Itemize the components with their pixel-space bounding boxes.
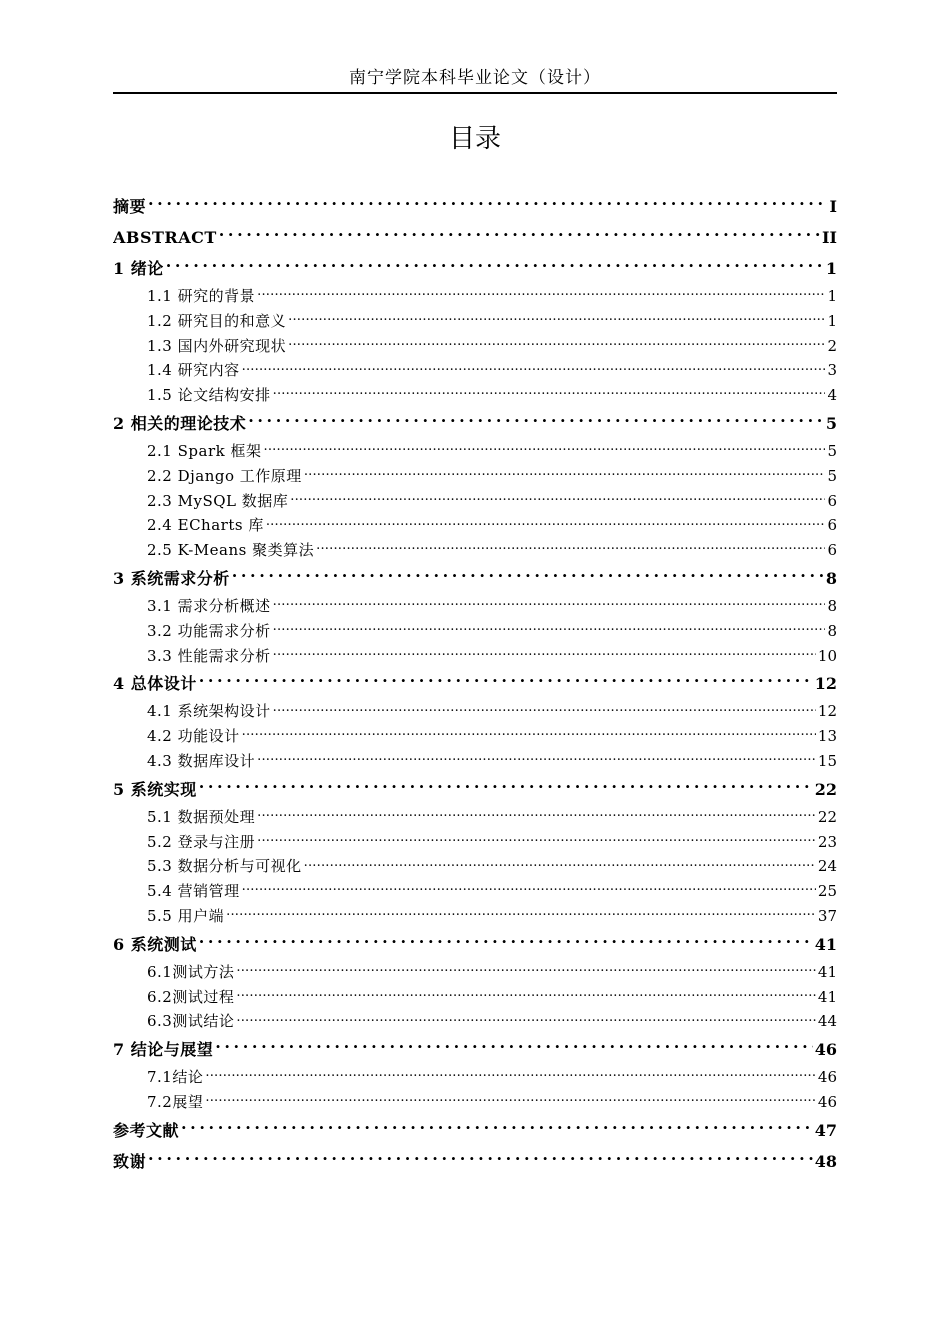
toc-dot-leader (236, 962, 816, 977)
toc-entry-page-number: 22 (814, 779, 837, 799)
toc-entry-page-number: 5 (827, 466, 837, 485)
toc-entry-label: 1.3 国内外研究现状 (147, 336, 287, 355)
toc-entry-page-number: 3 (827, 361, 837, 380)
toc-entry-page-number: 37 (817, 906, 837, 925)
toc-entry-label: 2.4 ECharts 库 (147, 516, 264, 535)
toc-dot-leader (205, 1067, 816, 1082)
toc-dot-leader (304, 856, 816, 871)
toc-entry-label: 7.1结论 (147, 1068, 204, 1087)
toc-dot-leader (242, 726, 816, 741)
toc-entry-label: 3.2 功能需求分析 (147, 621, 271, 640)
toc-entry-page-number: 44 (817, 1012, 837, 1031)
toc-entry-page-number: I (829, 197, 837, 216)
toc-entry-label: 2.5 K-Means 聚类算法 (147, 541, 315, 560)
toc-chapter-entry[interactable] (113, 1034, 837, 1065)
toc-entry-page-number: 23 (817, 832, 837, 851)
toc-dot-leader (248, 413, 824, 429)
toc-chapter-entry[interactable] (113, 774, 837, 805)
toc-section-entry[interactable] (113, 334, 837, 359)
toc-chapter-entry[interactable] (113, 408, 837, 439)
toc-chapter-entry[interactable] (113, 253, 837, 284)
toc-dot-leader (199, 934, 813, 950)
toc-dot-leader (199, 673, 813, 689)
toc-entry-page-number: 1 (825, 259, 837, 278)
toc-chapter-entry[interactable] (113, 929, 837, 960)
toc-entry-page-number: 8 (827, 621, 837, 640)
toc-entry-label: 摘要 (113, 197, 147, 216)
toc-entry-label: 7 结论与展望 (113, 1040, 214, 1060)
toc-entry-label: 2 相关的理论技术 (113, 413, 247, 433)
toc-section-entry[interactable] (113, 830, 837, 855)
toc-entry-page-number: II (822, 228, 837, 247)
toc-chapter-entry[interactable] (113, 563, 837, 594)
toc-dot-leader (219, 227, 820, 243)
toc-section-entry[interactable] (113, 749, 837, 774)
toc-section-entry[interactable] (113, 383, 837, 408)
toc-dot-leader (266, 515, 826, 530)
toc-entry-label: 6.2测试过程 (147, 987, 235, 1006)
toc-entry-page-number: 12 (814, 674, 837, 694)
toc-dot-leader (148, 1151, 813, 1167)
toc-dot-leader (288, 336, 825, 351)
toc-entry-label: 6 系统测试 (113, 934, 197, 954)
toc-entry-label: 1 绪论 (113, 259, 164, 278)
toc-section-entry[interactable] (113, 1090, 837, 1115)
toc-section-entry[interactable] (113, 985, 837, 1010)
toc-dot-leader (215, 1039, 813, 1055)
toc-section-entry[interactable] (113, 854, 837, 879)
toc-section-entry[interactable] (113, 879, 837, 904)
toc-chapter-entry[interactable] (113, 222, 837, 253)
toc-section-entry[interactable] (113, 724, 837, 749)
toc-dot-leader (232, 568, 824, 584)
toc-dot-leader (290, 491, 825, 506)
toc-section-entry[interactable] (113, 439, 837, 464)
toc-entry-page-number: 5 (827, 441, 837, 460)
toc-dot-leader (273, 621, 826, 636)
toc-entry-label: 1.4 研究内容 (147, 361, 240, 380)
toc-entry-page-number: 1 (827, 311, 837, 330)
toc-dot-leader (273, 646, 816, 661)
toc-section-entry[interactable] (113, 960, 837, 985)
toc-section-entry[interactable] (113, 309, 837, 334)
toc-entry-label: 1.2 研究目的和意义 (147, 311, 287, 330)
toc-dot-leader (205, 1092, 816, 1107)
toc-dot-leader (273, 701, 816, 716)
toc-dot-leader (273, 596, 826, 611)
toc-section-entry[interactable] (113, 904, 837, 929)
toc-entry-label: 1.1 研究的背景 (147, 287, 256, 305)
toc-chapter-entry[interactable] (113, 1146, 837, 1177)
toc-section-entry[interactable] (113, 699, 837, 724)
toc-dot-leader (273, 385, 826, 400)
toc-section-entry[interactable] (113, 619, 837, 644)
toc-entry-label: 致谢 (113, 1151, 147, 1171)
toc-entry-page-number: 4 (827, 386, 837, 405)
toc-dot-leader (288, 311, 825, 326)
toc-chapter-entry[interactable] (113, 191, 837, 222)
toc-section-entry[interactable] (113, 644, 837, 669)
toc-entry-label: 3.1 需求分析概述 (147, 596, 271, 615)
toc-entry-label: 3.3 性能需求分析 (147, 646, 271, 665)
toc-entry-label: 1.5 论文结构安排 (147, 386, 271, 405)
toc-title: 目录 (448, 124, 501, 154)
toc-entry-label: 5.1 数据预处理 (147, 807, 256, 826)
toc-entry-page-number: 6 (827, 541, 837, 560)
toc-entry-page-number: 5 (825, 413, 837, 433)
toc-entry-label: 5 系统实现 (113, 779, 197, 799)
toc-entry-page-number: 22 (817, 807, 837, 826)
toc-entry-label: 4.1 系统架构设计 (147, 702, 271, 721)
toc-entry-label: 5.2 登录与注册 (147, 832, 256, 851)
toc-entry-label: 4.3 数据库设计 (147, 751, 256, 770)
toc-entry-page-number: 48 (814, 1151, 837, 1171)
toc-entry-label: 2.1 Spark 框架 (147, 441, 262, 460)
toc-chapter-entry[interactable] (113, 668, 837, 699)
running-header: 南宁学院本科毕业论文（设计） (113, 66, 837, 94)
toc-chapter-entry[interactable] (113, 1115, 837, 1146)
toc-entry-page-number: 8 (827, 596, 837, 615)
toc-dot-leader (226, 906, 816, 921)
toc-entry-label: 5.4 营销管理 (147, 882, 240, 901)
toc-entry-page-number: 24 (817, 857, 837, 876)
table-of-contents (113, 191, 837, 1177)
toc-entry-page-number: 46 (817, 1068, 837, 1087)
toc-entry-label: 3 系统需求分析 (113, 568, 230, 588)
toc-section-entry[interactable] (113, 1065, 837, 1090)
toc-entry-label: 5.3 数据分析与可视化 (147, 857, 302, 876)
toc-entry-page-number: 41 (814, 934, 837, 954)
toc-entry-page-number: 46 (814, 1040, 837, 1060)
toc-dot-leader (263, 441, 825, 456)
toc-dot-leader (257, 286, 825, 301)
toc-entry-label: 7.2展望 (147, 1092, 204, 1111)
toc-section-entry[interactable] (113, 1009, 837, 1034)
toc-dot-leader (181, 1120, 813, 1136)
toc-entry-label: 2.2 Django 工作原理 (147, 466, 302, 485)
toc-entry-page-number: 13 (817, 727, 837, 746)
toc-entry-page-number: 41 (817, 987, 837, 1006)
toc-entry-label: 4.2 功能设计 (147, 727, 240, 746)
toc-dot-leader (316, 540, 825, 555)
toc-entry-page-number: 15 (817, 751, 837, 770)
toc-dot-leader (236, 1011, 816, 1026)
toc-entry-label: ABSTRACT (113, 228, 217, 247)
toc-section-entry[interactable] (113, 594, 837, 619)
toc-section-entry[interactable] (113, 489, 837, 514)
toc-section-entry[interactable] (113, 513, 837, 538)
toc-entry-label: 5.5 用户端 (147, 906, 225, 925)
toc-entry-page-number: 6 (827, 516, 837, 535)
toc-entry-page-number: 47 (814, 1120, 837, 1140)
toc-section-entry[interactable] (113, 805, 837, 830)
toc-dot-leader (166, 258, 824, 274)
toc-dot-leader (236, 987, 816, 1002)
toc-entry-page-number: 41 (817, 962, 837, 981)
toc-entry-label: 参考文献 (113, 1120, 180, 1140)
toc-dot-leader (242, 360, 826, 375)
toc-dot-leader (257, 807, 816, 822)
toc-entry-page-number: 8 (825, 568, 837, 588)
toc-section-entry[interactable] (113, 284, 837, 309)
toc-entry-label: 2.3 MySQL 数据库 (147, 491, 289, 510)
toc-entry-page-number: 6 (827, 491, 837, 510)
toc-entry-label: 6.1测试方法 (147, 962, 235, 981)
toc-dot-leader (148, 196, 828, 212)
toc-entry-label: 6.3测试结论 (147, 1012, 235, 1031)
toc-dot-leader (199, 779, 813, 795)
toc-entry-page-number: 46 (817, 1092, 837, 1111)
toc-dot-leader (304, 466, 826, 481)
toc-dot-leader (242, 881, 816, 896)
toc-entry-page-number: 10 (817, 646, 837, 665)
toc-section-entry[interactable] (113, 538, 837, 563)
toc-entry-page-number: 25 (817, 882, 837, 901)
toc-section-entry[interactable] (113, 358, 837, 383)
toc-dot-leader (257, 751, 816, 766)
toc-entry-label: 4 总体设计 (113, 674, 197, 694)
toc-section-entry[interactable] (113, 464, 837, 489)
toc-entry-page-number: 12 (817, 702, 837, 721)
toc-dot-leader (257, 832, 816, 847)
toc-entry-page-number: 1 (827, 287, 837, 305)
toc-entry-page-number: 2 (827, 336, 837, 355)
